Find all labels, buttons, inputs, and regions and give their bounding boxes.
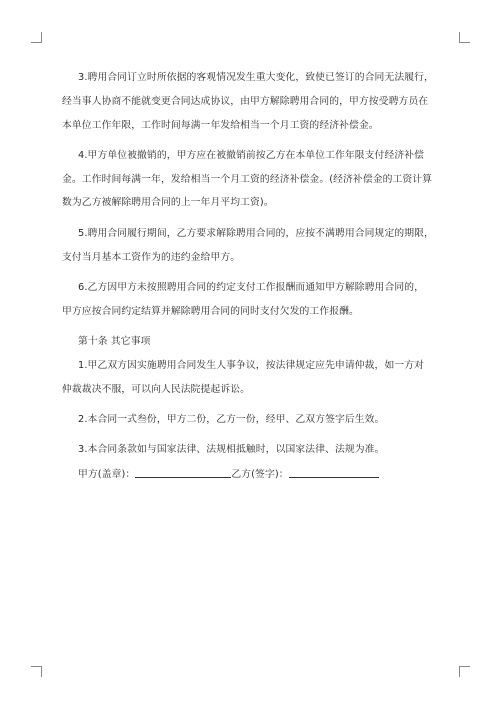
- clause-3-line-2: 经当事人协商不能就变更合同达成协议，由甲方解除聘用合同的，甲方按受聘方员在: [62, 96, 429, 107]
- clause-3-line-1: 3.聘用合同订立时所依据的客观情况发生重大变化，致使已签订的合同无法履行，: [78, 72, 434, 83]
- clause-6-line-2: 甲方应按合同约定结算并解除聘用合同的同时支付欠发的工作报酬。: [62, 306, 359, 317]
- signature-row: [78, 467, 379, 481]
- item-3: 3.本合同条款如与国家法律、法规相抵触时，以国家法律、法规为准。: [78, 444, 385, 455]
- crop-mark-bottom-left: [31, 666, 42, 677]
- party-b-label: 乙方(签字)：: [231, 469, 289, 480]
- clause-4-line-2: 金。工作时间每满一年，发给相当一个月工资的经济补偿金。(经济补偿金的工资计算: [62, 174, 433, 185]
- crop-mark-top-right: [459, 32, 470, 43]
- crop-mark-bottom-right: [459, 666, 470, 677]
- clause-5-line-1: 5.聘用合同履行期间，乙方要求解除聘用合同的，应按不满聘用合同规定的期限，: [78, 228, 434, 239]
- party-a-label: 甲方(盖章)：: [78, 469, 136, 480]
- item-1-line-1: 1.甲乙双方因实施聘用合同发生人事争议，按法律规定应先申请仲裁，如一方对: [78, 360, 425, 371]
- clause-3-line-3: 本单位工作年限，工作时间每满一年发给相当一个月工资的经济补偿金。: [62, 120, 379, 131]
- party-a-signature-blank: [135, 467, 231, 478]
- clause-4-line-3: 数为乙方被解除聘用合同的上一年月平均工资)。: [62, 197, 274, 208]
- clause-6-line-1: 6.乙方因甲方未按照聘用合同的约定支付工作报酬而通知甲方解除聘用合同的，: [78, 282, 425, 293]
- clause-4-line-1: 4.甲方单位被撤销的，甲方应在被撤销前按乙方在本单位工作年限支付经济补偿: [78, 150, 425, 161]
- clause-5-line-2: 支付当月基本工资作为的违约金给甲方。: [62, 252, 241, 263]
- article-10-heading: 第十条 其它事项: [78, 336, 151, 347]
- crop-mark-top-left: [31, 32, 42, 43]
- item-2: 2.本合同一式叁份，甲方二份，乙方一份，经甲、乙双方签字后生效。: [78, 414, 385, 425]
- item-1-line-2: 仲裁裁决不服，可以向人民法院提起诉讼。: [62, 384, 251, 395]
- party-b-signature-blank: [289, 467, 379, 478]
